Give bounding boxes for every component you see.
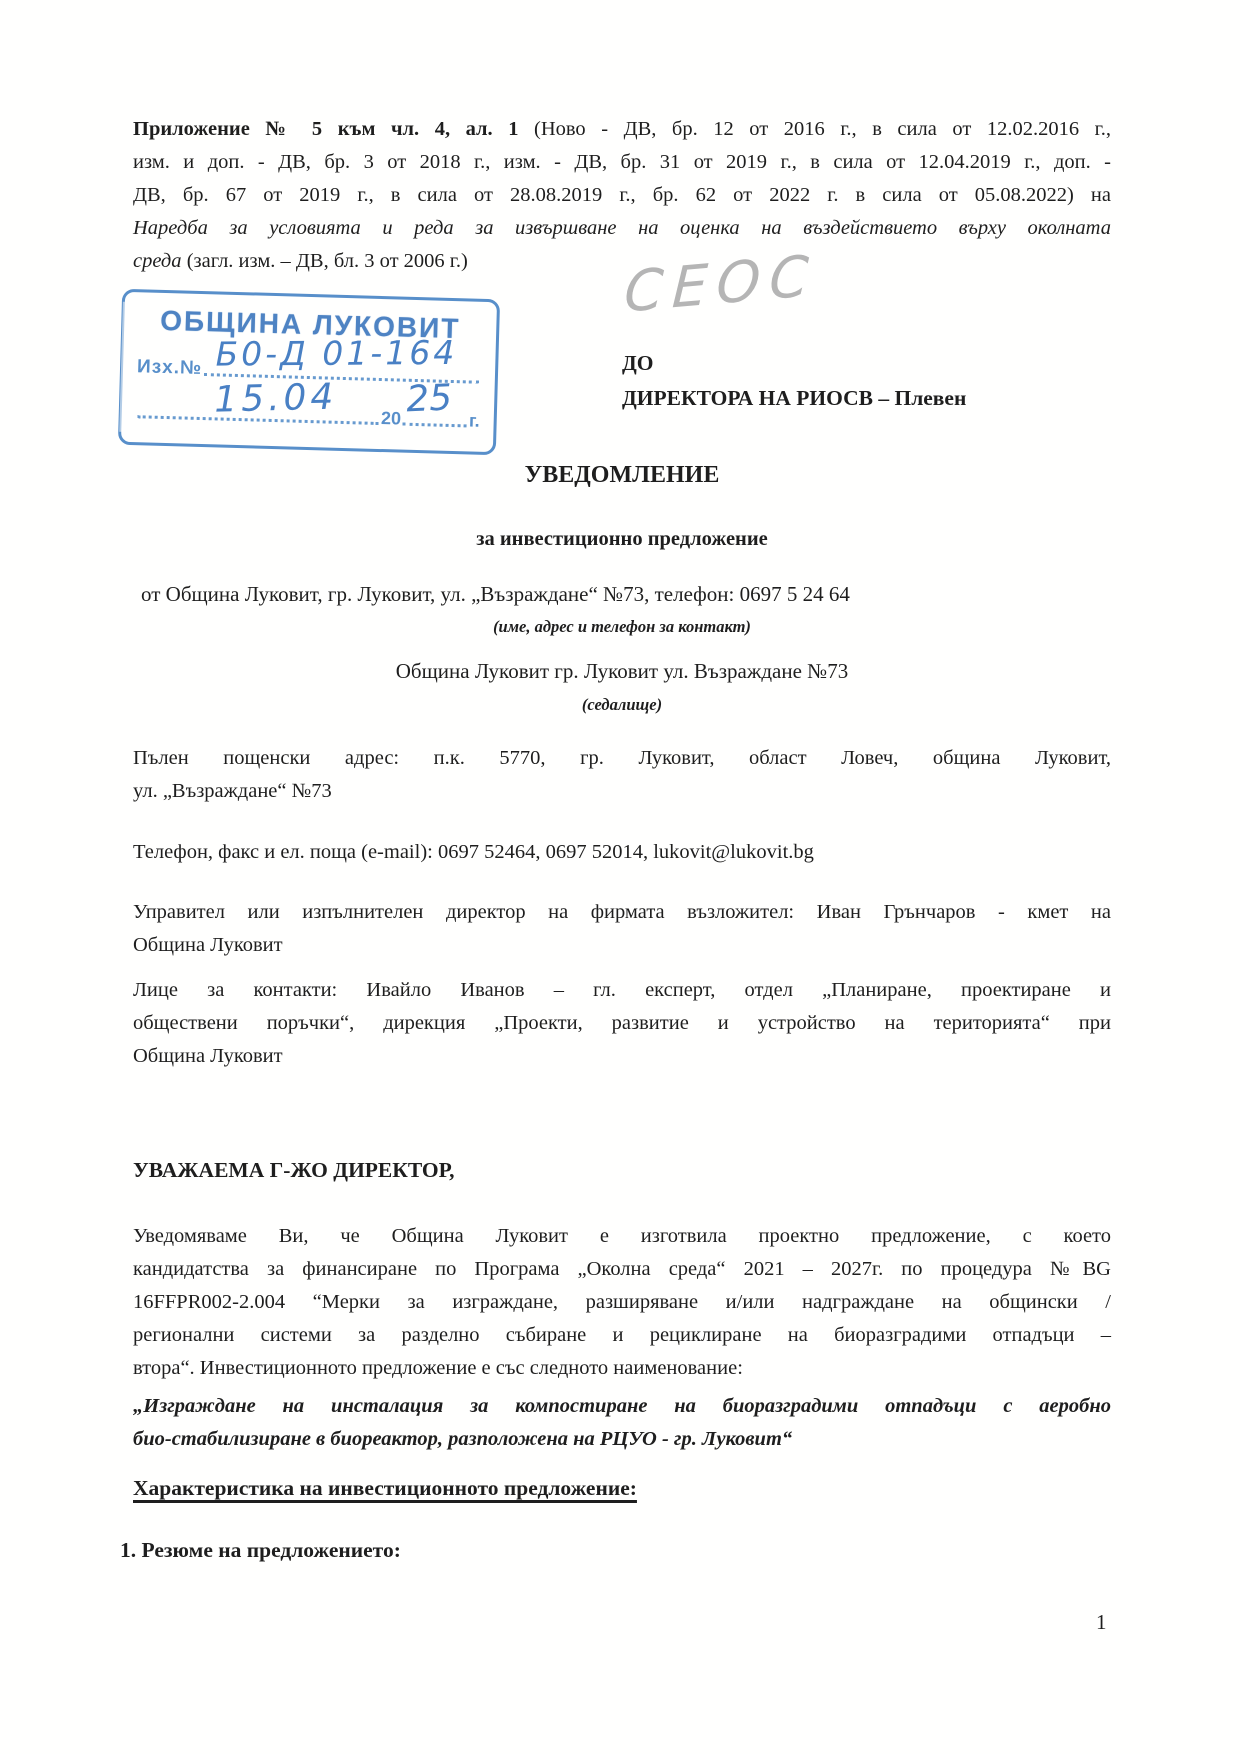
header-note-line-5-italic: среда <box>133 250 182 272</box>
proposal-title-line-1: „Изграждане на инсталация за компостиране на биоразградими отпадъци с аеробно <box>133 1395 1111 1417</box>
section-heading-text: Характеристика на инвестиционното предложение: <box>133 1476 637 1500</box>
document-title: УВЕДОМЛЕНИЕ <box>524 462 720 488</box>
header-note-line-2: изм. и доп. - ДВ, бр. 3 от 2018 г., изм. - ДВ, бр. 31 от 2019 г., в сила от 12.04.2019 г., доп. - <box>133 151 1111 173</box>
header-note-line-3: ДВ, бр. 67 от 2019 г., в сила от 28.08.2019 г., бр. 62 от 2022 г. в сила от 05.08.2022) на <box>133 184 1111 206</box>
stamp-year-suffix: г. <box>468 410 480 431</box>
header-note-line-5-rest: (загл. изм. – ДВ, бл. 3 от 2006 г.) <box>181 250 468 272</box>
header-note-line-5 <box>133 245 1111 278</box>
handwritten-annotation: СЕОС <box>622 243 820 326</box>
page-number: 1 <box>1096 1610 1107 1634</box>
recipient-name: ДИРЕКТОРА НА РИОСВ – Плевен <box>622 386 967 410</box>
stamp-ref-label: Изх.№ <box>136 356 203 380</box>
stamp-year-prefix: 20 <box>380 408 402 429</box>
header-note-bold-lead: Приложение № 5 към чл. 4, ал. 1 <box>133 118 519 140</box>
manager-paragraph <box>133 896 1111 962</box>
contact-line-2: обществени поръчки“, дирекция „Проекти, развитие и устройство на територията“ при <box>133 1012 1111 1034</box>
stamp-date-handwritten: 15.04 <box>213 376 338 421</box>
item-1-heading: 1. Резюме на предложението: <box>120 1538 401 1562</box>
stamp-ref-number-handwritten: Б0-Д 01-164 <box>215 332 458 374</box>
proposal-title <box>133 1390 1111 1456</box>
manager-line-2: Община Луковит <box>133 934 283 956</box>
stamp-year-handwritten: 25 <box>405 377 454 421</box>
municipality-stamp <box>118 289 500 455</box>
contact-line-1: Лице за контакти: Ивайло Иванов – гл. експерт, отдел „Планиране, проектиране и <box>133 979 1111 1001</box>
header-note <box>133 113 1111 278</box>
sender-line: от Община Луковит, гр. Луковит, ул. „Възраждане“ №73, телефон: 0697 5 24 64 <box>141 582 850 606</box>
stamp-year-dotted-line <box>403 423 467 428</box>
contact-line-3: Община Луковит <box>133 1045 283 1067</box>
postal-line-2: ул. „Възраждане“ №73 <box>133 780 332 802</box>
intro-line-3: 16FFPR002-2.004 “Мерки за изграждане, разширяване и/или надграждане на общински / <box>133 1291 1111 1313</box>
postal-address-paragraph <box>133 742 1111 808</box>
seat-line: Община Луковит гр. Луковит ул. Възраждане №73 <box>395 659 849 683</box>
intro-line-1: Уведомяваме Ви, че Община Луковит е изготвила проектно предложение, с което <box>133 1225 1111 1247</box>
recipient-block <box>622 346 966 416</box>
header-note-line-1-rest: (Ново - ДВ, бр. 12 от 2016 г., в сила от 12.02.2016 г., <box>518 118 1111 140</box>
intro-line-4: регионални системи за разделно събиране и рециклиране на биоразградими отпадъци – <box>133 1324 1111 1346</box>
salutation: УВАЖАЕМА Г-ЖО ДИРЕКТОР, <box>133 1158 455 1182</box>
contact-person-paragraph <box>133 974 1111 1073</box>
intro-line-2: кандидатства за финансиране по Програма „Околна среда“ 2021 – 2027г. по процедура №BG <box>133 1258 1111 1280</box>
header-note-line-4: Наредба за условията и реда за извършване на оценка на въздействието върху околната <box>133 217 1111 239</box>
header-note-line-1 <box>133 113 1111 146</box>
sender-caption: (име, адрес и телефон за контакт) <box>493 617 751 636</box>
proposal-title-line-2: био-стабилизиране в биореактор, разположена на РЦУО - гр. Луковит“ <box>133 1428 793 1450</box>
section-heading <box>133 1476 1111 1501</box>
stamp-org-name: ОБЩИНА ЛУКОВИТ <box>159 304 461 345</box>
stamp-date-row <box>135 376 480 434</box>
intro-paragraph <box>133 1220 1111 1385</box>
intro-line-5: втора“. Инвестиционното предложение е със следното наименование: <box>133 1357 743 1379</box>
document-subtitle: за инвестиционно предложение <box>476 528 768 550</box>
phone-email-line: Телефон, факс и ел. поща (e-mail): 0697 52464, 0697 52014, lukovit@lukovit.bg <box>133 841 814 863</box>
manager-line-1: Управител или изпълнителен директор на фирмата възложител: Иван Грънчаров - кмет на <box>133 901 1111 923</box>
seat-caption: (седалище) <box>581 695 663 714</box>
recipient-to: ДО <box>622 351 654 375</box>
postal-line-1: Пълен пощенски адрес: п.к. 5770, гр. Луковит, област Ловеч, община Луковит, <box>133 747 1111 769</box>
